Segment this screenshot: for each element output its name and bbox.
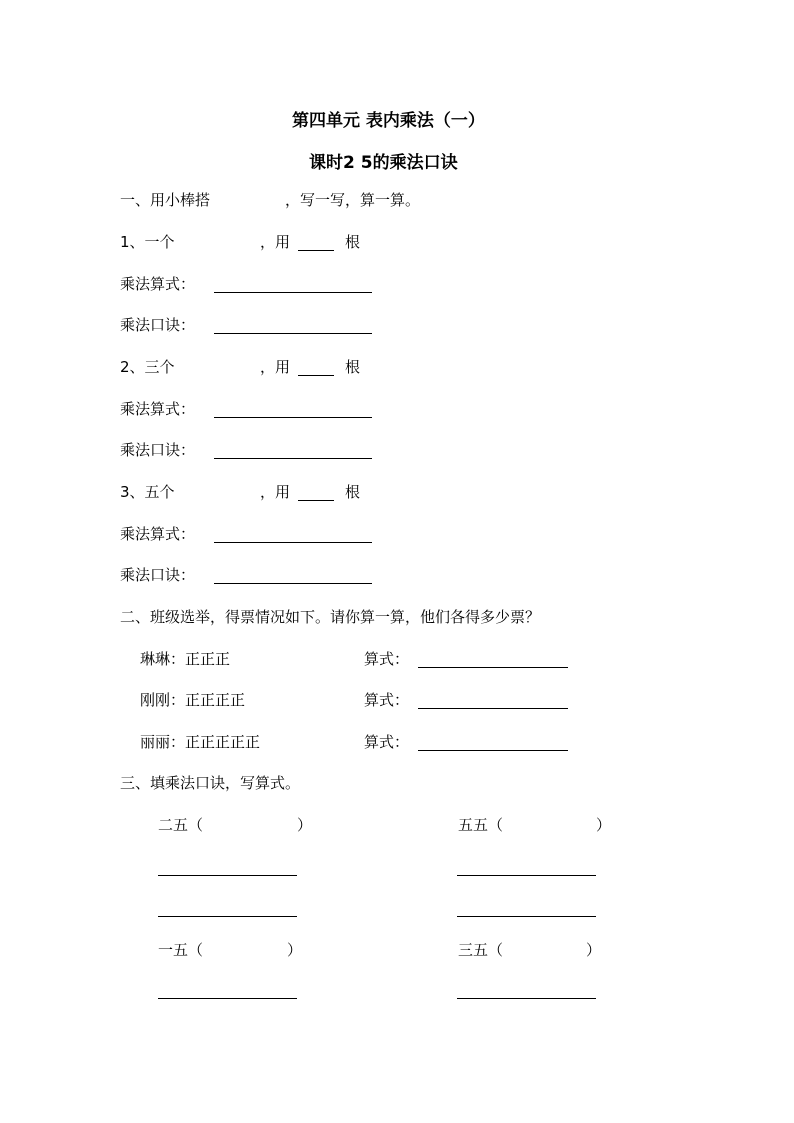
item3-label: 3、五个 <box>120 483 175 501</box>
section1-heading-b: ，写一写，算一算。 <box>285 191 421 209</box>
item3-formula-blank[interactable] <box>214 542 372 543</box>
vote-row-formula-label: 算式： <box>364 650 410 668</box>
item1-count-blank[interactable] <box>298 250 334 251</box>
rhyme-item-answer-blank[interactable] <box>457 875 596 876</box>
rhyme-item-answer-blank[interactable] <box>457 998 596 999</box>
rhyme-item-answer-blank[interactable] <box>158 998 297 999</box>
rhyme-item-close: ） <box>586 941 602 959</box>
rhyme-item-label: 二五（ <box>158 816 204 834</box>
vote-row-name: 琳琳：正正正 <box>140 650 231 668</box>
item2-rhyme-blank[interactable] <box>214 458 372 459</box>
item1-formula-blank[interactable] <box>214 292 372 293</box>
item1-rhyme-label: 乘法口诀： <box>120 316 196 334</box>
item1-label: 1、一个 <box>120 233 175 251</box>
vote-row-formula-blank[interactable] <box>418 708 568 709</box>
item1-formula-label: 乘法算式： <box>120 275 196 293</box>
item2-use: ，用 <box>260 358 291 376</box>
item3-formula-label: 乘法算式： <box>120 525 196 543</box>
item2-formula-label: 乘法算式： <box>120 400 196 418</box>
section2-heading: 二、班级选举，得票情况如下。请你算一算，他们各得多少票？ <box>120 608 541 626</box>
item2-rhyme-label: 乘法口诀： <box>120 441 196 459</box>
rhyme-item-label: 五五（ <box>458 816 504 834</box>
vote-row-name: 丽丽：正正正正正 <box>140 733 261 751</box>
page-subtitle: 课时2 5的乘法口诀 <box>309 153 458 173</box>
item2-label: 2、三个 <box>120 358 175 376</box>
item1-unit: 根 <box>345 233 361 251</box>
rhyme-item-answer-blank[interactable] <box>158 875 297 876</box>
item1-use: ，用 <box>260 233 291 251</box>
vote-row-name: 刚刚：正正正正 <box>140 691 246 709</box>
item3-count-blank[interactable] <box>298 500 334 501</box>
rhyme-item-label: 三五（ <box>458 941 504 959</box>
vote-row-formula-label: 算式： <box>364 691 410 709</box>
item2-count-blank[interactable] <box>298 375 334 376</box>
rhyme-item-answer-blank[interactable] <box>457 916 596 917</box>
item2-formula-blank[interactable] <box>214 417 372 418</box>
item3-use: ，用 <box>260 483 291 501</box>
rhyme-item-close: ） <box>596 816 612 834</box>
item3-unit: 根 <box>345 483 361 501</box>
item1-rhyme-blank[interactable] <box>214 333 372 334</box>
item2-unit: 根 <box>345 358 361 376</box>
item3-rhyme-label: 乘法口诀： <box>120 566 196 584</box>
vote-row-formula-label: 算式： <box>364 733 410 751</box>
rhyme-item-label: 一五（ <box>158 941 204 959</box>
section3-heading: 三、填乘法口诀，写算式。 <box>120 774 301 792</box>
rhyme-item-close: ） <box>297 816 313 834</box>
vote-row-formula-blank[interactable] <box>418 750 568 751</box>
vote-row-formula-blank[interactable] <box>418 667 568 668</box>
rhyme-item-close: ） <box>287 941 303 959</box>
rhyme-item-answer-blank[interactable] <box>158 916 297 917</box>
page-title: 第四单元 表内乘法（一） <box>292 111 485 131</box>
item3-rhyme-blank[interactable] <box>214 583 372 584</box>
section1-heading-a: 一、用小棒搭 <box>120 191 211 209</box>
